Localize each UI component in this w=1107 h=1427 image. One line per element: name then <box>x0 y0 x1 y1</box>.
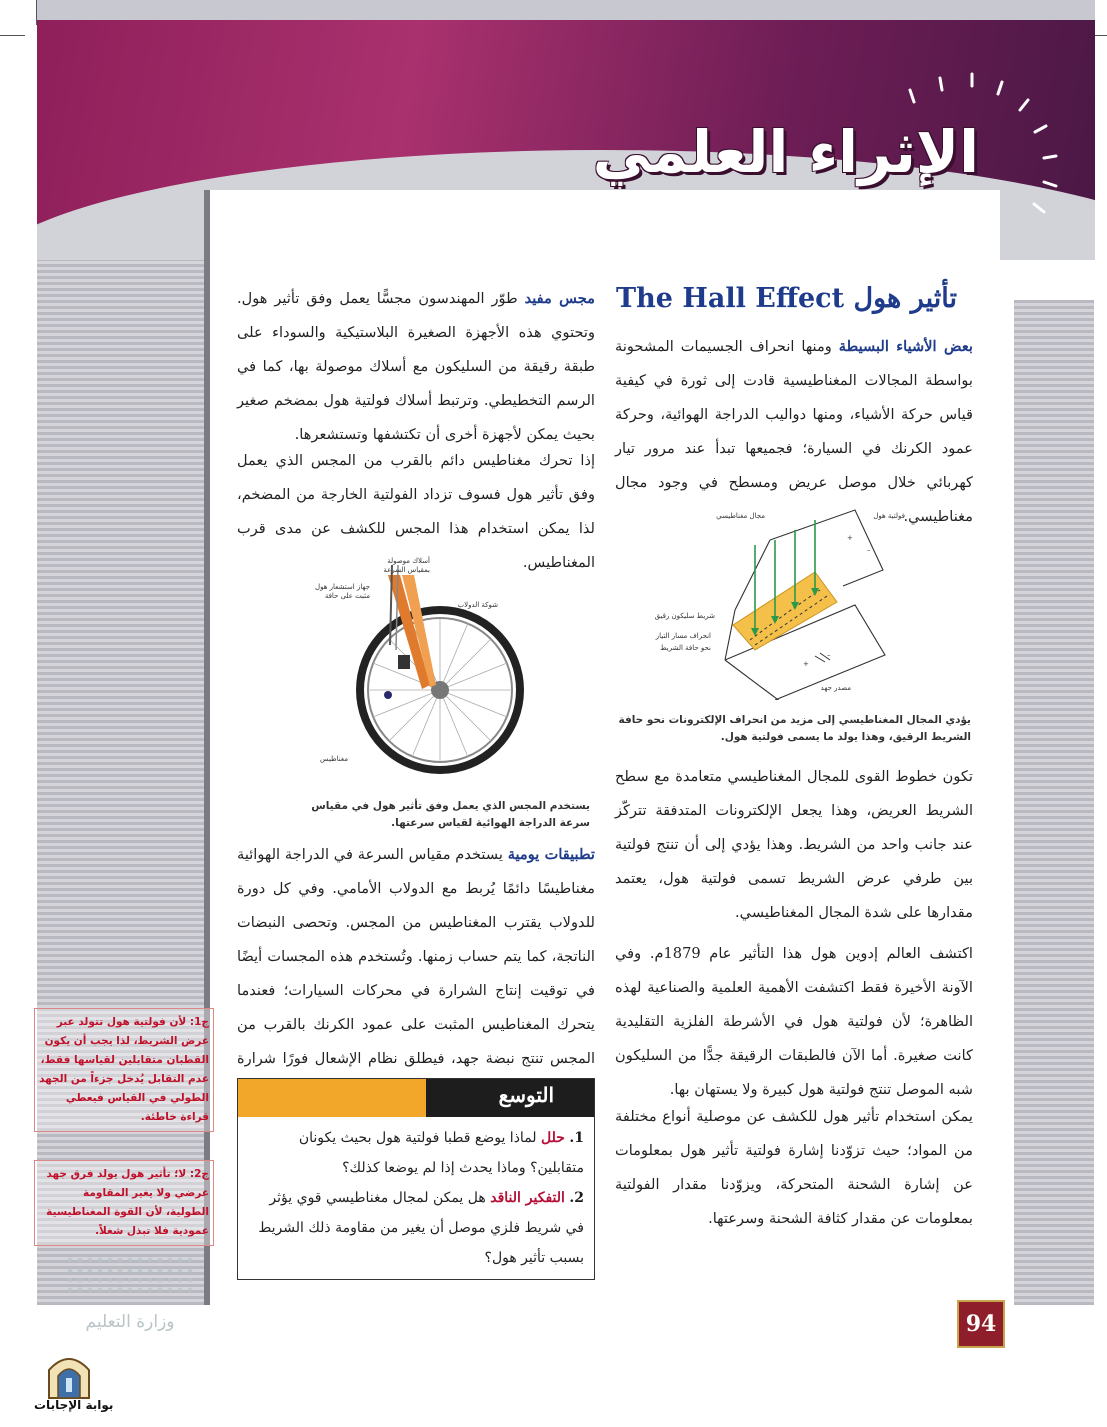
gate-logo-icon <box>44 1348 94 1400</box>
right-body-paragraph-3: يمكن استخدام تأثير هول للكشف عن موصلية أنواع مختلفة من المواد؛ حيث تزوّدنا إشارة فولتية تأثير هول بمعلومات عن إشارة الشحنة المتحركة، ويزوّدنا مقدار الفولتية بمعلومات عن مقدار كثافة الشحنة وسرعتها. <box>615 1108 973 1227</box>
label-voltage-source: مصدر جهد <box>820 684 851 692</box>
question-number: 2. <box>569 1190 584 1206</box>
answer-note-1: ج1: لأن فولتية هول تتولد عبر عرض الشريط، لذا يجب أن يكون القطبان متقابلين لقياسها فقط، عدم التقابل يُدخل جزءاً من الجهد الطولي في القياس فيعطي قراءة خاطئة. <box>34 1008 214 1132</box>
answer-note-2: ج2: لا؛ تأثير هول يولد فرق جهد عرضي ولا يغير المقاومة الطولية، لأن القوة المغناطيسية عمودية فلا تبذل شغلاً. <box>34 1160 214 1246</box>
svg-text:+: + <box>847 534 853 542</box>
right-stripe-panel <box>1014 300 1094 1305</box>
lead-phrase: بعض الأشياء البسيطة <box>838 338 973 355</box>
label-wires-2: بمقياس السرعة <box>383 566 430 574</box>
page-number: 94 <box>957 1300 1005 1348</box>
bicycle-wheel-illustration <box>290 555 550 785</box>
lead-phrase: تطبيقات يومية <box>507 846 595 863</box>
question-1 <box>249 1123 584 1183</box>
left-body-paragraph: إذا تحرك مغناطيس دائم بالقرب من المجس الذي يعمل وفق تأثير هول فسوف تزداد الفولتية الخارجة من المضخم، لذا يمكن استخدام هذا المجس للكشف عن مدى قرب المغناطيس. <box>237 452 595 571</box>
ministry-dots-logo-icon <box>65 1255 195 1295</box>
crop-mark <box>0 35 25 36</box>
ministry-name: وزارة التعليم <box>85 1312 175 1332</box>
question-2 <box>249 1183 584 1273</box>
label-fork: شوكة الدولاب <box>457 601 498 609</box>
section-title: تأثير هول The Hall Effect <box>616 283 957 314</box>
left-intro-paragraph <box>237 282 595 452</box>
svg-text:+: + <box>803 660 809 668</box>
label-silicon-strip: شريط سليكون رقيق <box>654 612 715 620</box>
label-hall-sensor-1: جهاز استشعار هول <box>315 583 370 591</box>
applications-paragraph <box>237 838 595 1110</box>
gate-label: بوابة الإجابات <box>34 1398 114 1412</box>
paragraph-text: يستخدم مقياس السرعة في الدراجة الهوائية مغناطيسًا دائمًا يُربط مع الدولاب الأمامي. وفي كل دورة للدولاب يقترب المغناطيس من المجس. وتحصى النبضات الناتجة، كما يتم حساب زمنها. وتُستخدم هذه المجسات أيضًا في توقيت إنتاج الشرارة في محركات السيارات؛ فعندما يتحرك المغناطيس المثبت على عمود الكرنك بالقرب من المجس تنتج نبضة جهد، فيطلق نظام الإشعال فورًا شرارة <box>237 846 595 1067</box>
expansion-box <box>237 1078 595 1280</box>
expansion-questions <box>249 1123 584 1273</box>
right-body-paragraph-1: تكون خطوط القوى للمجال المغناطيسي متعامدة مع سطح الشريط العريض، وهذا يجعل الإلكترونات المتدفقة تتركّز عند جانب واحد من الشريط. وهذا يؤدي إلى أن تنتج فولتية بين طرفي عرض الشريط تسمى فولتية هول، يعتمد مقدارها على شدة المجال المغناطيسي. <box>615 768 973 921</box>
svg-text:–: – <box>867 546 871 554</box>
paragraph-text: ومنها انحراف الجسيمات المشحونة بواسطة المجالات المغناطيسية قادت إلى ثورة في كيفية قياس حركة الأشياء، ومنها دواليب الدراجة الهوائية، وحركة عمود الكرنك في السيارة؛ فجميعها تبدأ عند مرور تيار كهربائي خلال موصل عريض ومسطح في وجود مجال مغناطيسي. <box>615 338 973 525</box>
bike-caption: يستخدم المجس الذي يعمل وفق تأثير هول في مقياس سرعة الدراجة الهوائية لقياس سرعتها. <box>311 800 590 829</box>
hall-effect-diagram <box>615 500 975 700</box>
question-text: لماذا يوضع قطبا فولتية هول بحيث يكونان متقابلين؟ وماذا يحدث إذا لم يوضعا كذلك؟ <box>298 1130 584 1176</box>
question-text: هل يمكن لمجال مغناطيسي قوي يؤثر في شريط فلزي موصل أن يغير من مقاومة ذلك الشريط بسبب تأثير هول؟ <box>258 1190 584 1266</box>
svg-text:–: – <box>827 651 831 659</box>
header-top-strip <box>37 0 1095 20</box>
label-hall-sensor-2: مثبت على حافة <box>324 592 370 600</box>
label-magnetic-field: مجال مغناطيسي <box>716 512 765 520</box>
label-toward-edge: نحو حافة الشريط <box>660 644 711 652</box>
label-wires-1: أسلاك موصولة <box>387 557 430 565</box>
diagram-caption: يؤدي المجال المغناطيسي إلى مزيد من انحراف الإلكترونات نحو حافة الشريط الرقيق، وهذا يولد ما يسمى فولتية هول. <box>618 714 971 743</box>
expansion-title: التوسع <box>498 1083 554 1107</box>
label-current-deflection: انحراف مسار التيار <box>655 632 711 640</box>
label-magnet: مغناطيس <box>320 755 348 763</box>
right-body-paragraph-2: اكتشف العالم إدوين هول هذا التأثير عام 1879م. وفي الآونة الأخيرة فقط اكتشفت الأهمية العلمية والصناعية لهذه الظاهرة؛ لأن فولتية هول في الأشرطة الفلزية التقليدية كانت صغيرة. أما الآن فالطبقات الرقيقة جدًّا من السليكون شبه الموصل تنتج فولتية هول كبيرة ولا يستهان بها. <box>615 945 973 1098</box>
lead-phrase: مجس مفيد <box>524 290 595 307</box>
paragraph-text: طوّر المهندسون مجسًّا يعمل وفق تأثير هول. وتحتوي هذه الأجهزة الصغيرة البلاستيكية والسوداء على طبقة رقيقة من السليكون مع أسلاك موصولة بها، كما في الرسم التخطيطي. وترتبط أسلاك فولتية هول بمضخم صغير بحيث يمكن لأجهزة أخرى أن تكتشفها وتستشعرها. <box>237 290 595 443</box>
question-lead: حلل <box>541 1130 565 1146</box>
question-number: 1. <box>569 1130 584 1146</box>
page-title: الإثراء العلمي <box>592 118 979 186</box>
label-hall-voltage: فولتية هول <box>873 512 905 520</box>
question-lead: التفكير الناقد <box>490 1190 565 1206</box>
